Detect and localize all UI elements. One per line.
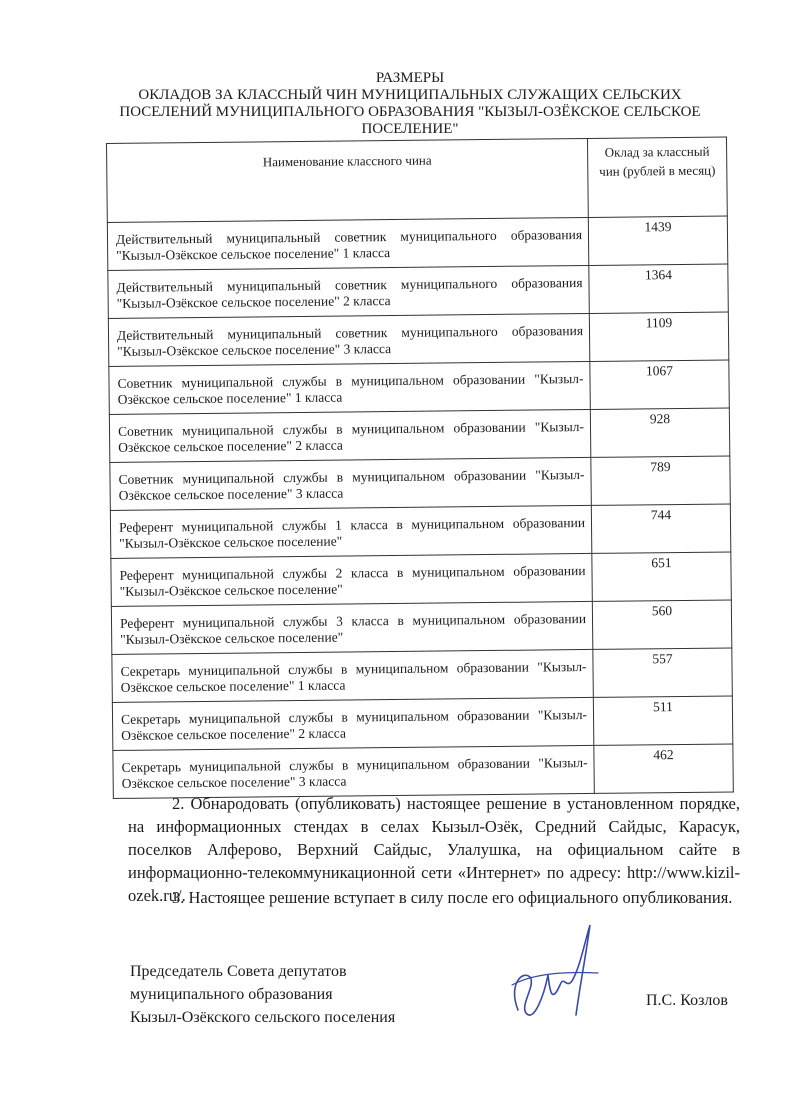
salary-value-cell: 928 bbox=[590, 408, 729, 457]
header-salary: Оклад за классный чин (рублей в месяц) bbox=[587, 137, 727, 217]
table-row bbox=[110, 456, 730, 510]
table-row bbox=[109, 408, 729, 462]
table-header-row bbox=[107, 137, 728, 222]
signer-name: П.С. Козлов bbox=[646, 992, 728, 1009]
handwritten-signature bbox=[500, 915, 610, 1035]
table-row bbox=[111, 600, 731, 654]
grade-name-cell: Советник муниципальной службы в муниципальном образовании "Кызыл-Озёкское сельское поселение" 3 класса bbox=[110, 457, 591, 510]
grade-name-cell: Действительный муниципальный советник муниципального образования "Кызыл-Озёкское сельское поселение" 2 класса bbox=[108, 265, 589, 318]
salary-value-cell: 744 bbox=[591, 504, 730, 553]
salary-value-cell: 1109 bbox=[589, 312, 728, 361]
header-grade-name: Наименование классного чина bbox=[107, 138, 589, 222]
table-row bbox=[112, 696, 732, 750]
grade-name-cell: Советник муниципальной службы в муниципальном образовании "Кызыл-Озёкское сельское поселение" 1 класса bbox=[109, 361, 590, 414]
salary-value-cell: 789 bbox=[591, 456, 730, 505]
document-title bbox=[100, 70, 720, 138]
signatory-title bbox=[130, 960, 470, 1029]
salary-table bbox=[106, 136, 734, 798]
table-row bbox=[110, 504, 730, 558]
grade-name-cell: Референт муниципальной службы 2 класса в муниципальном образовании "Кызыл-Озёкское сельское поселение" bbox=[111, 553, 592, 606]
signatory-line-1: Председатель Совета депутатов bbox=[130, 963, 347, 980]
salary-value-cell: 557 bbox=[593, 648, 732, 697]
grade-name-cell: Действительный муниципальный советник муниципального образования "Кызыл-Озёкское сельское поселение" 1 класса bbox=[107, 217, 588, 270]
title-line-2: ОКЛАДОВ ЗА КЛАССНЫЙ ЧИН МУНИЦИПАЛЬНЫХ СЛУЖАЩИХ СЕЛЬСКИХ ПОСЕЛЕНИЙ МУНИЦИПАЛЬНОГО ОБРАЗОВАНИЯ "КЫЗЫЛ-ОЗЁКСКОЕ СЕЛЬСКОЕ ПОСЕЛЕНИЕ" bbox=[119, 87, 701, 137]
salary-value-cell: 462 bbox=[594, 744, 733, 793]
grade-name-cell: Секретарь муниципальной службы в муниципальном образовании "Кызыл-Озёкское сельское поселение" 2 класса bbox=[112, 697, 593, 750]
paragraph-effect bbox=[128, 886, 740, 909]
table-row bbox=[108, 312, 728, 366]
table-row bbox=[108, 264, 728, 318]
grade-name-cell: Действительный муниципальный советник муниципального образования "Кызыл-Озёкское сельское поселение" 3 класса bbox=[108, 313, 589, 366]
salary-value-cell: 1439 bbox=[588, 216, 727, 265]
signatory-line-3: Кызыл-Озёкского сельского поселения bbox=[130, 1009, 396, 1026]
paragraph-publication-text: 2. Обнародовать (опубликовать) настоящее решение в установленном порядке, на информационных стендах в селах Кызыл-Озёк, Средний Сайдыс, Карасук, поселков Алферово, Верхний Сайдыс, Улалушка, на официальном сайте в информационно-телекоммуникационной сети «Интернет» по адресу: http://www.kizil-ozek.ru/. bbox=[128, 794, 740, 905]
title-line-1: РАЗМЕРЫ bbox=[375, 70, 445, 86]
salary-value-cell: 1364 bbox=[589, 264, 728, 313]
table-row bbox=[107, 216, 727, 270]
table-row bbox=[111, 552, 731, 606]
grade-name-cell: Советник муниципальной службы в муниципальном образовании "Кызыл-Озёкское сельское поселение" 2 класса bbox=[109, 409, 590, 462]
salary-value-cell: 511 bbox=[593, 696, 732, 745]
salary-value-cell: 1067 bbox=[590, 360, 729, 409]
paragraph-effect-text: 3. Настоящее решение вступает в силу после его официального опубликования. bbox=[172, 888, 733, 907]
grade-name-cell: Референт муниципальной службы 1 класса в муниципальном образовании "Кызыл-Озёкское сельское поселение" bbox=[110, 505, 591, 558]
salary-value-cell: 651 bbox=[592, 552, 731, 601]
table-row bbox=[109, 360, 729, 414]
grade-name-cell: Секретарь муниципальной службы в муниципальном образовании "Кызыл-Озёкское сельское поселение" 3 класса bbox=[113, 745, 594, 798]
signatory-line-2: муниципального образования bbox=[130, 986, 333, 1003]
grade-name-cell: Секретарь муниципальной службы в муниципальном образовании "Кызыл-Озёкское сельское поселение" 1 класса bbox=[112, 649, 593, 702]
table-row bbox=[113, 744, 733, 798]
table-row bbox=[112, 648, 732, 702]
salary-value-cell: 560 bbox=[592, 600, 731, 649]
grade-name-cell: Референт муниципальной службы 3 класса в муниципальном образовании "Кызыл-Озёкское сельское поселение" bbox=[111, 601, 592, 654]
